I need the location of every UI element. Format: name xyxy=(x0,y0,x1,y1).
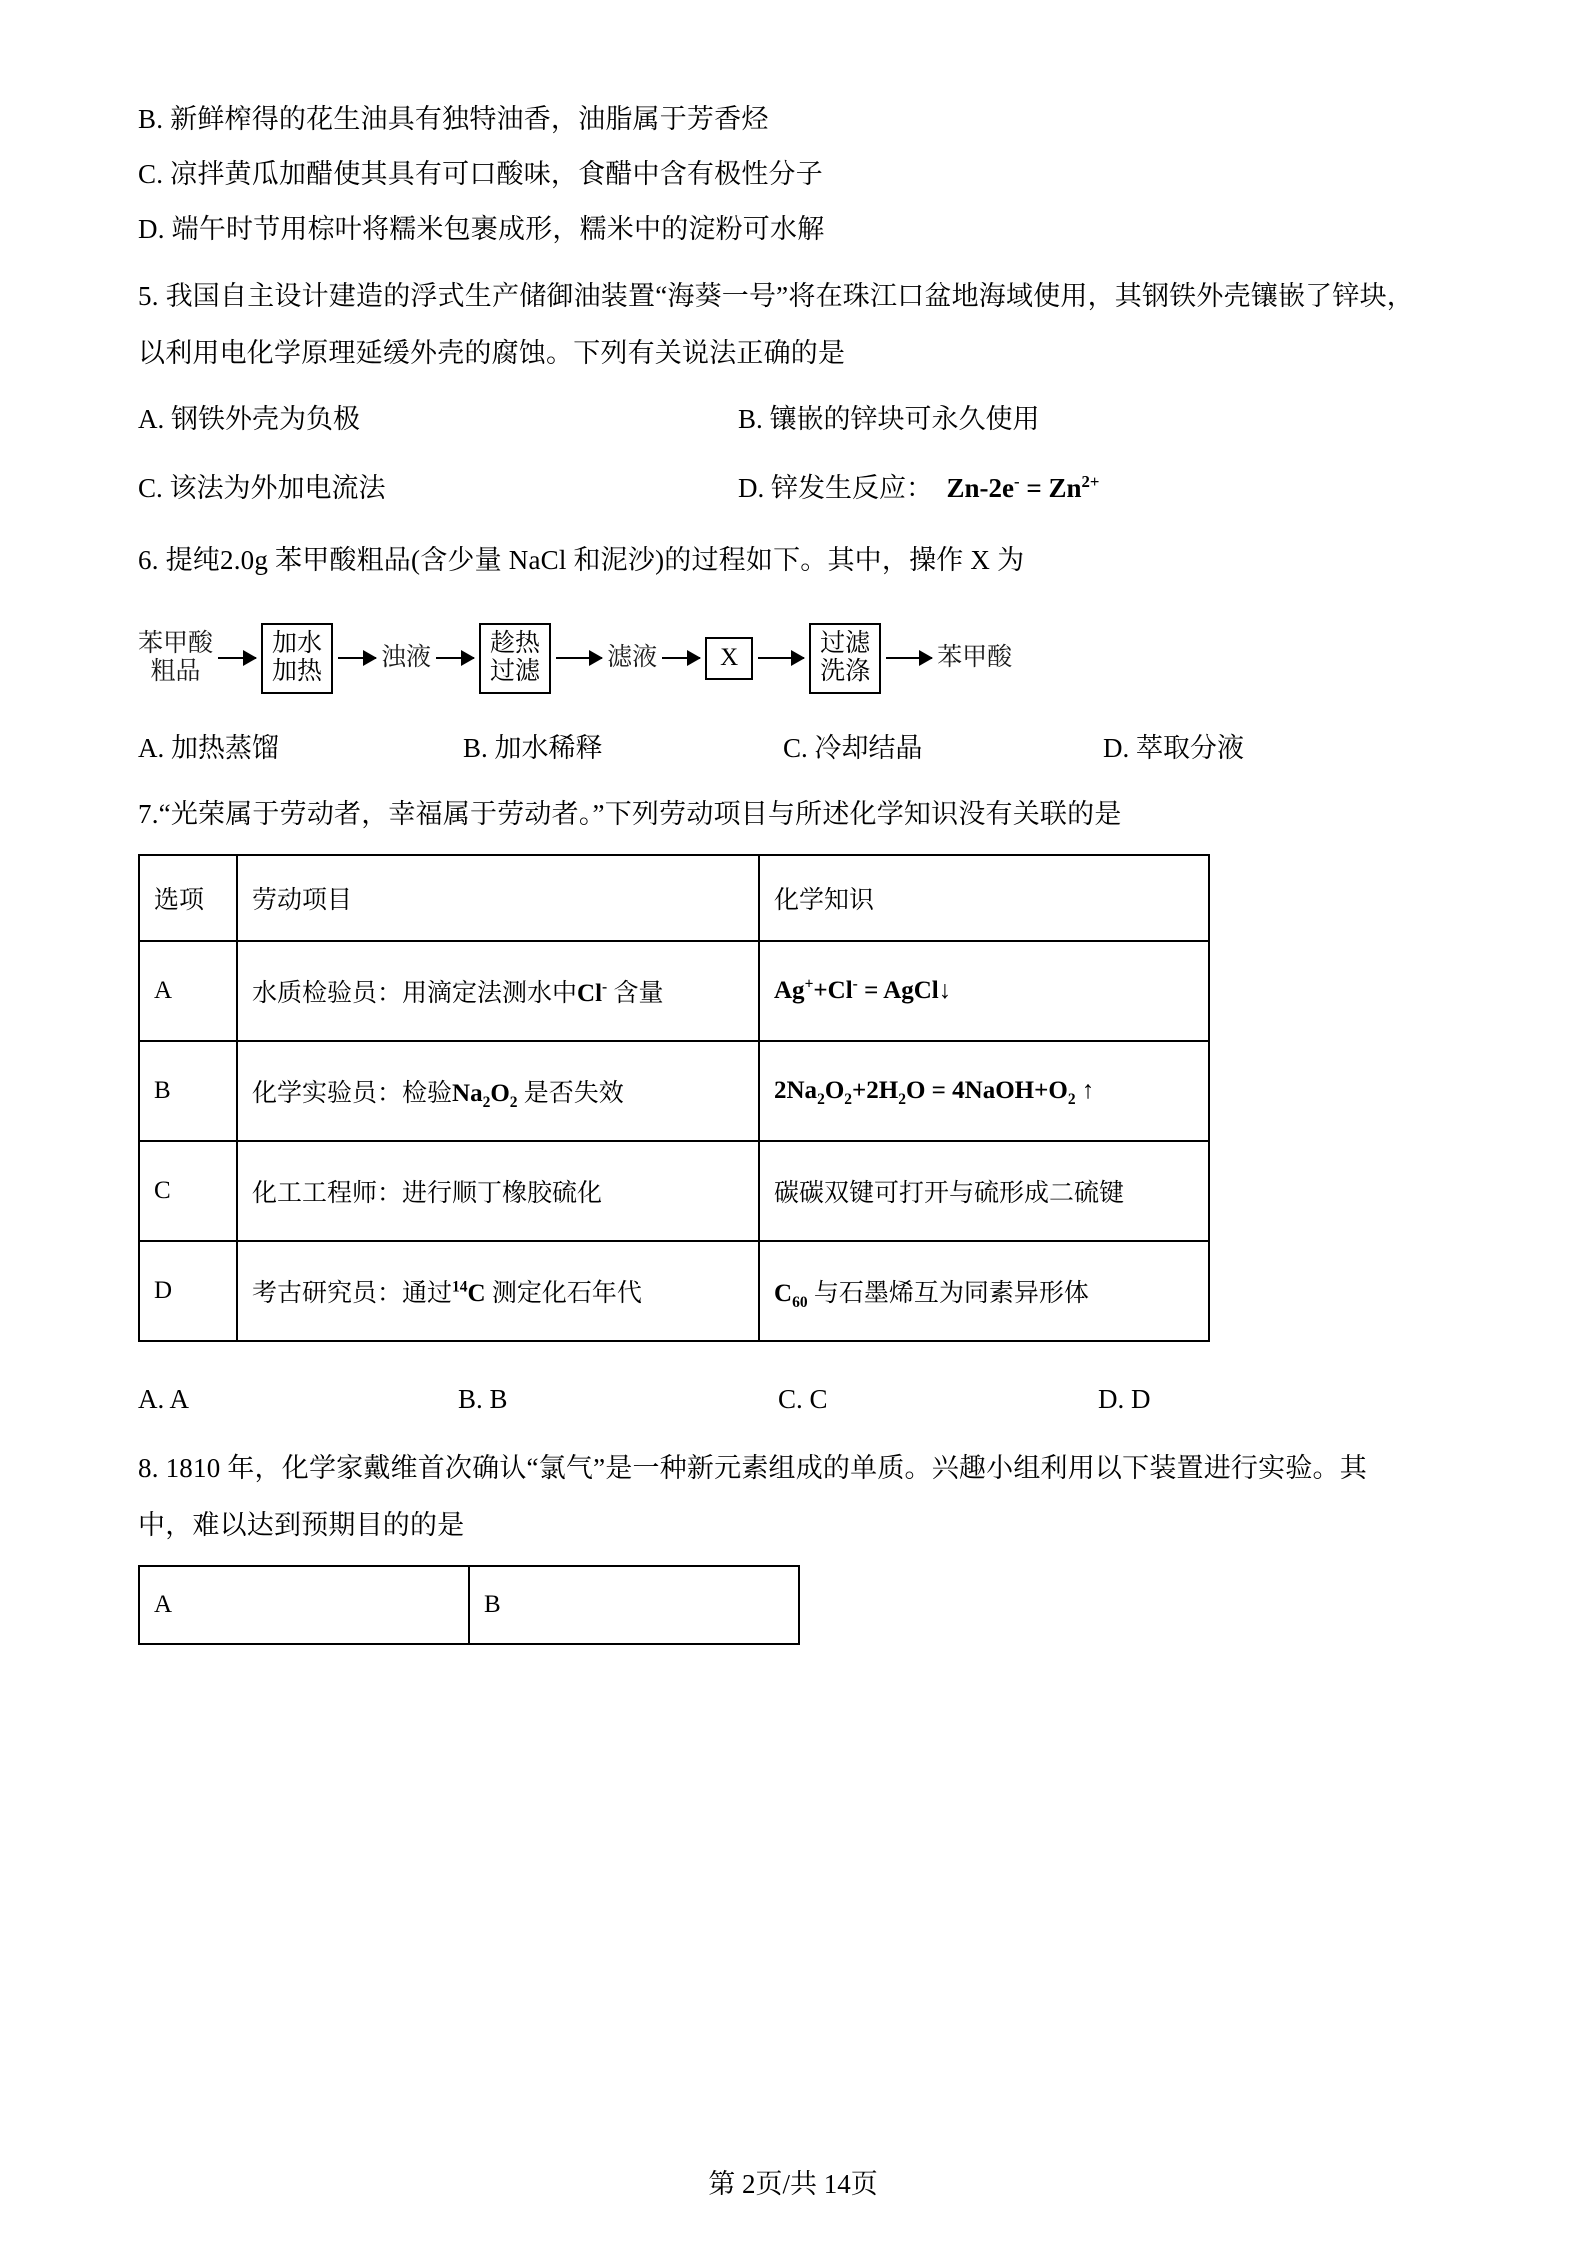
q4-option-c xyxy=(138,161,1458,188)
flow-arrow-6-icon xyxy=(758,657,804,659)
q6-option-b xyxy=(463,726,783,765)
q4-option-b-label: B. xyxy=(138,104,164,134)
q5-option-d-formula: $Zn-2e^- = Zn^{2+}$ xyxy=(939,472,1100,503)
q6-option-b-text: 加水稀释 xyxy=(494,733,603,763)
q7-table xyxy=(138,854,1210,1342)
q4-option-b xyxy=(138,106,1458,133)
q4-option-b-text: 新鲜榨得的花生油具有独特油香，油脂属于芳香烃 xyxy=(170,104,769,134)
q7-row-c-knowledge: 碳碳双键可打开与硫形成二硫键 xyxy=(759,1141,1209,1241)
q7-row-a-task xyxy=(237,941,759,1041)
q7-row-d-knowledge: $C_{60}$ 与石墨烯互为同素异形体 xyxy=(759,1241,1209,1341)
q7-header-task: 劳动项目 xyxy=(237,855,759,941)
flow-node-x: X xyxy=(705,637,753,680)
q5-option-b-label: B. xyxy=(738,404,763,434)
q5-option-a xyxy=(138,397,738,436)
q7-answer-b: B. B xyxy=(458,1384,508,1414)
q6-option-c-text: 冷却结晶 xyxy=(814,733,923,763)
q6-option-d xyxy=(1103,726,1423,765)
flow-node-end: 苯甲酸 xyxy=(937,644,1013,672)
q6-option-a-label: A. xyxy=(138,733,165,763)
flow-node-start xyxy=(138,630,213,686)
q8-cell-a: A xyxy=(139,1566,469,1644)
q8-table xyxy=(138,1565,800,1645)
q8-cell-b: B xyxy=(469,1566,799,1644)
q4-option-c-text: 凉拌黄瓜加醋使其具有可口酸味，食醋中含有极性分子 xyxy=(170,159,823,189)
q7-row-b-task-suffix: 是否失效 xyxy=(523,1080,624,1107)
page-footer: 第 2页/共 14页 xyxy=(708,2169,878,2199)
q5-option-c-text: 该法为外加电流法 xyxy=(169,473,386,503)
q5-option-d-label: D. xyxy=(738,473,765,503)
q7-row-d-task-suffix: 测定化石年代 xyxy=(491,1280,642,1307)
q7-row-a-knowledge: Ag++Cl- = AgCl↓ xyxy=(759,941,1209,1041)
flow-node-mid2: 滤液 xyxy=(607,644,658,672)
q7-row-c-option: C xyxy=(139,1141,237,1241)
q7-answer-c: C. C xyxy=(778,1384,828,1414)
q7-answer-d: D. D xyxy=(1098,1384,1151,1414)
q7-header-option: 选项 xyxy=(139,855,237,941)
flow-arrow-4-icon xyxy=(556,657,602,659)
q6-option-b-label: B. xyxy=(463,733,488,763)
q7-row-a-task-formula: Cl- xyxy=(577,978,608,1007)
page-content xyxy=(138,78,1458,1645)
q6-option-a xyxy=(138,726,463,765)
q7-answer-a: A. A xyxy=(138,1384,190,1414)
flow-arrow-3-icon xyxy=(436,657,474,659)
q7-row-d-task xyxy=(237,1241,759,1341)
q7-row-b-option: B xyxy=(139,1041,237,1141)
q7-row-c-task: 化工工程师：进行顺丁橡胶硫化 xyxy=(237,1141,759,1241)
q7-row-d-task-prefix: 考古研究员：通过 xyxy=(252,1280,453,1307)
flow-node-step1 xyxy=(261,623,333,694)
q5-option-b-text: 镶嵌的锌块可永久使用 xyxy=(769,404,1040,434)
flow-node-start-line1: 苯甲酸 xyxy=(138,630,214,657)
q5-option-a-label: A. xyxy=(138,404,165,434)
q5-options-row1 xyxy=(138,397,1458,436)
q7-row-a-option: A xyxy=(139,941,237,1041)
flow-node-step3-line2: 洗涤 xyxy=(820,657,871,685)
q6-option-c-label: C. xyxy=(783,733,808,763)
q4-option-c-label: C. xyxy=(138,159,164,189)
q7-stem: 7.“光荣属于劳动者，幸福属于劳动者。”下列劳动项目与所述化学知识没有关联的是 xyxy=(138,799,1122,829)
flow-node-step3 xyxy=(809,623,881,694)
q7-row-b-knowledge: $2Na_2O_2+2H_2O$ = $4NaOH+O_2$ ↑ xyxy=(759,1041,1209,1141)
q5-stem-line1: 5. 我国自主设计建造的浮式生产储御油装置“海葵一号”将在珠江口盆地海域使用，其钢铁外壳镶嵌了锌块， xyxy=(138,281,1414,311)
q4-option-d-label: D. xyxy=(138,214,165,244)
table-header-row xyxy=(139,855,1209,941)
flow-node-step3-line1: 过滤 xyxy=(820,629,871,657)
q7-row-a-task-suffix: 含量 xyxy=(613,980,664,1007)
q6-option-d-label: D. xyxy=(1103,733,1130,763)
flow-node-step2-line2: 过滤 xyxy=(490,657,541,685)
q5-option-a-text: 钢铁外壳为负极 xyxy=(171,404,360,434)
q5-stem-line2: 以利用电化学原理延缓外壳的腐蚀。下列有关说法正确的是 xyxy=(138,338,846,368)
q5-option-b xyxy=(738,397,1338,436)
q6-option-d-text: 萃取分液 xyxy=(1136,733,1244,763)
q7-row-b-task xyxy=(237,1041,759,1141)
q7-header-knowledge: 化学知识 xyxy=(759,855,1209,941)
q6-stem: 6. 提纯2.0g 苯甲酸粗品(含少量 NaCl 和泥沙)的过程如下。其中，操作 X 为 xyxy=(138,545,1025,575)
q4-option-d-text: 端午时节用棕叶将糯米包裹成形，糯米中的淀粉可水解 xyxy=(171,214,825,244)
flow-arrow-1-icon xyxy=(218,657,256,659)
q6-option-a-text: 加热蒸馏 xyxy=(171,733,279,763)
q7-row-d-task-formula: $^{14}$C xyxy=(452,1278,486,1307)
table-row xyxy=(139,941,1209,1041)
q5-option-c-label: C. xyxy=(138,473,163,503)
q6-flowchart xyxy=(138,610,1458,706)
q4-option-d xyxy=(138,216,1458,243)
q5-option-c xyxy=(138,466,738,505)
q7-row-d-option: D xyxy=(139,1241,237,1341)
q7-answers xyxy=(138,1384,1458,1415)
q6-option-c xyxy=(783,726,1103,765)
flow-arrow-7-icon xyxy=(886,657,932,659)
flow-arrow-5-icon xyxy=(662,657,700,659)
q7-row-b-task-formula: $Na_2O_2$ xyxy=(452,1080,518,1111)
flow-node-step2-line1: 趁热 xyxy=(490,629,541,657)
table-row xyxy=(139,1566,799,1644)
table-row xyxy=(139,1241,1209,1341)
flow-node-start-line2: 粗品 xyxy=(150,658,201,685)
q5-option-d xyxy=(738,466,1338,505)
flow-node-mid1: 浊液 xyxy=(381,644,432,672)
q7-row-b-task-prefix: 化学实验员：检验 xyxy=(252,1080,453,1107)
flow-node-step2 xyxy=(479,623,551,694)
flow-node-step1-line1: 加水 xyxy=(272,629,323,657)
q8-stem-line2: 中，难以达到预期目的的是 xyxy=(138,1510,465,1540)
table-row xyxy=(139,1141,1209,1241)
flow-arrow-2-icon xyxy=(338,657,376,659)
flow-node-step1-line2: 加热 xyxy=(272,657,323,685)
q5-option-d-prefix: 锌发生反应： xyxy=(771,473,933,503)
q6-options xyxy=(138,726,1458,765)
table-row xyxy=(139,1041,1209,1141)
q5-options-row2 xyxy=(138,466,1458,505)
q7-row-a-task-prefix: 水质检验员：用滴定法测水中 xyxy=(252,980,578,1007)
q8-stem-line1: 8. 1810 年，化学家戴维首次确认“氯气”是一种新元素组成的单质。兴趣小组利用以下装置进行实验。其 xyxy=(138,1453,1367,1483)
